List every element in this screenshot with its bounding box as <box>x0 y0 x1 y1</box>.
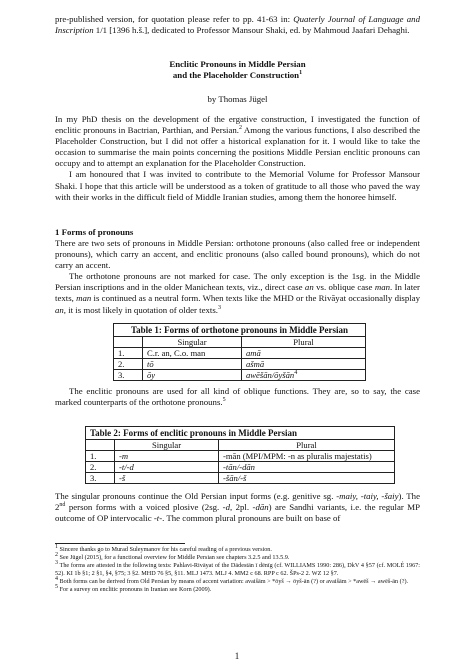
footnote-item: $^1$ Sincere thanks go to Murad Suleymanov for his careful reading of a previous version. <box>55 543 272 553</box>
page-number: 1 <box>234 651 240 661</box>
footnote-mark: 3 <box>217 304 221 311</box>
footnote-item: $^3$ The forms are attested in the following texts: Pahlavi-Rivāyat of the Dādestān ī dēnīg (cf. WILLIAMS 1990: 286), DkV 4 §57 (cf. MOLÉ 1967: 52). KI 1b §1; 2 §1, §4, §75; 3 §2. MHD 76 §5, §11. MLJ 1473. MLJ 4. MM2 c 68. RPP c 62. ŠPs-2 2. WZ 12 §7. <box>55 560 420 578</box>
column-header-plural: Plural <box>242 337 366 348</box>
section-1-heading: 1 Forms of pronouns <box>55 227 134 237</box>
footnote-mark: 2 <box>239 125 242 132</box>
footnote-item: $^2$ See Jügel (2015), for a functional overview for Middle Persian see chapters 3.2.5 and 13.5.9. <box>55 552 290 562</box>
table-enclitic-pronouns <box>85 426 395 484</box>
footnote-mark: 1 <box>299 70 303 77</box>
section-1-paragraph-4: The singular pronouns continue the Old Persian input forms (e.g. genitive sg. -maiy, -taiy, -šaiy). The 2nd person forms with a voiced plosive (2sg. -d, 2pl. -dān) are Sandhi variants, i.e. the regular MP outcome of OP intervocalic -t-. The common plural pronouns are built on base of <box>55 491 420 524</box>
table-header-row <box>114 337 366 348</box>
prepublication-note-details: 1/1 [1396 h.š.], dedicated to Professor Mansour Shaki, ed. by Mahmoud Jaafari Dehaghi. <box>93 25 410 36</box>
article-title <box>55 59 420 81</box>
column-header-singular: Singular <box>115 440 219 451</box>
table-row: 2. -t/-d -tān/-dān <box>86 462 395 473</box>
author-line: by Thomas Jügel <box>207 94 268 104</box>
table-row: 3. ōy awēšān/ōyšān$^4$ <box>114 370 366 381</box>
footnote-mark: 4 <box>294 370 298 377</box>
footnote-mark: 5 <box>222 397 226 404</box>
table-caption: Table 2: Forms of enclitic pronouns in Middle Persian <box>86 427 395 440</box>
table-row: 1. -m -mān (MPI/MPM: -n as pluralis majestatis) <box>86 451 395 462</box>
column-header-plural: Plural <box>219 440 395 451</box>
prepublication-note <box>55 14 420 36</box>
title-line-2: and the Placeholder Construction <box>172 70 300 81</box>
footnote-item: $^4$ Both forms can be derived from Old Persian by means of accent variation: avaišām > *ōyš → ōyš-ān (?) or avaišām > *awēš → awēš-ān (?). <box>55 576 409 586</box>
section-1-paragraph-1: There are two sets of pronouns in Middle Persian: orthotone pronouns (also called free or independent pronouns), which carry an accent, and enclitic pronouns (also called bound pronouns), which do not carry an accent. <box>55 238 420 271</box>
footnote-item: $^5$ For a survey on enclitic pronouns in Iranian see Korn (2009). <box>55 584 212 594</box>
title-line-1: Enclitic Pronouns in Middle Persian <box>169 59 306 69</box>
intro-paragraph-1: In my PhD thesis on the development of the ergative construction, I investigated the function of enclitic pronouns in Bactrian, Parthian, and Persian.$^2$ Among the various functions, I also described the Placeholder Construction, but I did not offer a historical explanation for it. I would like to take the occasion to summarise the main points concerning the positions Middle Persian enclitic pronouns can occupy and to attempt an explanation for the Placeholder Construction. <box>55 114 420 169</box>
footnote-separator <box>55 543 185 544</box>
prepublication-note-text: pre-published version, for quotation please refer to pp. 41-63 in: <box>55 14 294 24</box>
intro-section <box>55 114 420 203</box>
table-caption: Table 1: Forms of orthotone pronouns in Middle Persian <box>114 324 366 337</box>
section-1-paragraph-3: The enclitic pronouns are used for all kind of oblique functions. They are, so to say, the case marked counterparts of the orthotone pronouns.$^5$ <box>55 386 420 408</box>
journal-title: Quaterly Journal of Language and Inscription <box>55 14 420 36</box>
table-orthotone-pronouns <box>113 323 366 381</box>
table-row: 1. C.r. an, C.o. man amā <box>114 348 366 359</box>
column-header-singular: Singular <box>143 337 242 348</box>
intro-paragraph-2: I am honoured that I was invited to contribute to the Memorial Volume for Professor Mansour Shaki. I hope that this article will be understood as a token of gratitude to all those who paved the way with their works in the difficult field of Middle Iranian studies, among them the honoree himself. <box>55 169 420 202</box>
section-1-body <box>55 238 420 316</box>
table-row: 3. -š -šān/-š <box>86 473 395 484</box>
table-row: 2. tō ašmā <box>114 359 366 370</box>
table-header-row <box>86 440 395 451</box>
footnotes <box>55 543 420 595</box>
section-1-paragraph-2: The orthotone pronouns are not marked for case. The only exception is the 1sg. in the Middle Persian inscriptions and in the older Manichean texts, viz., direct case an vs. oblique case man. In later texts, man is continued as a neutral form. When texts like the MHD or the Rivāyat occasionally display an, it is most likely in quotation of older texts.$^3$ <box>55 271 420 315</box>
